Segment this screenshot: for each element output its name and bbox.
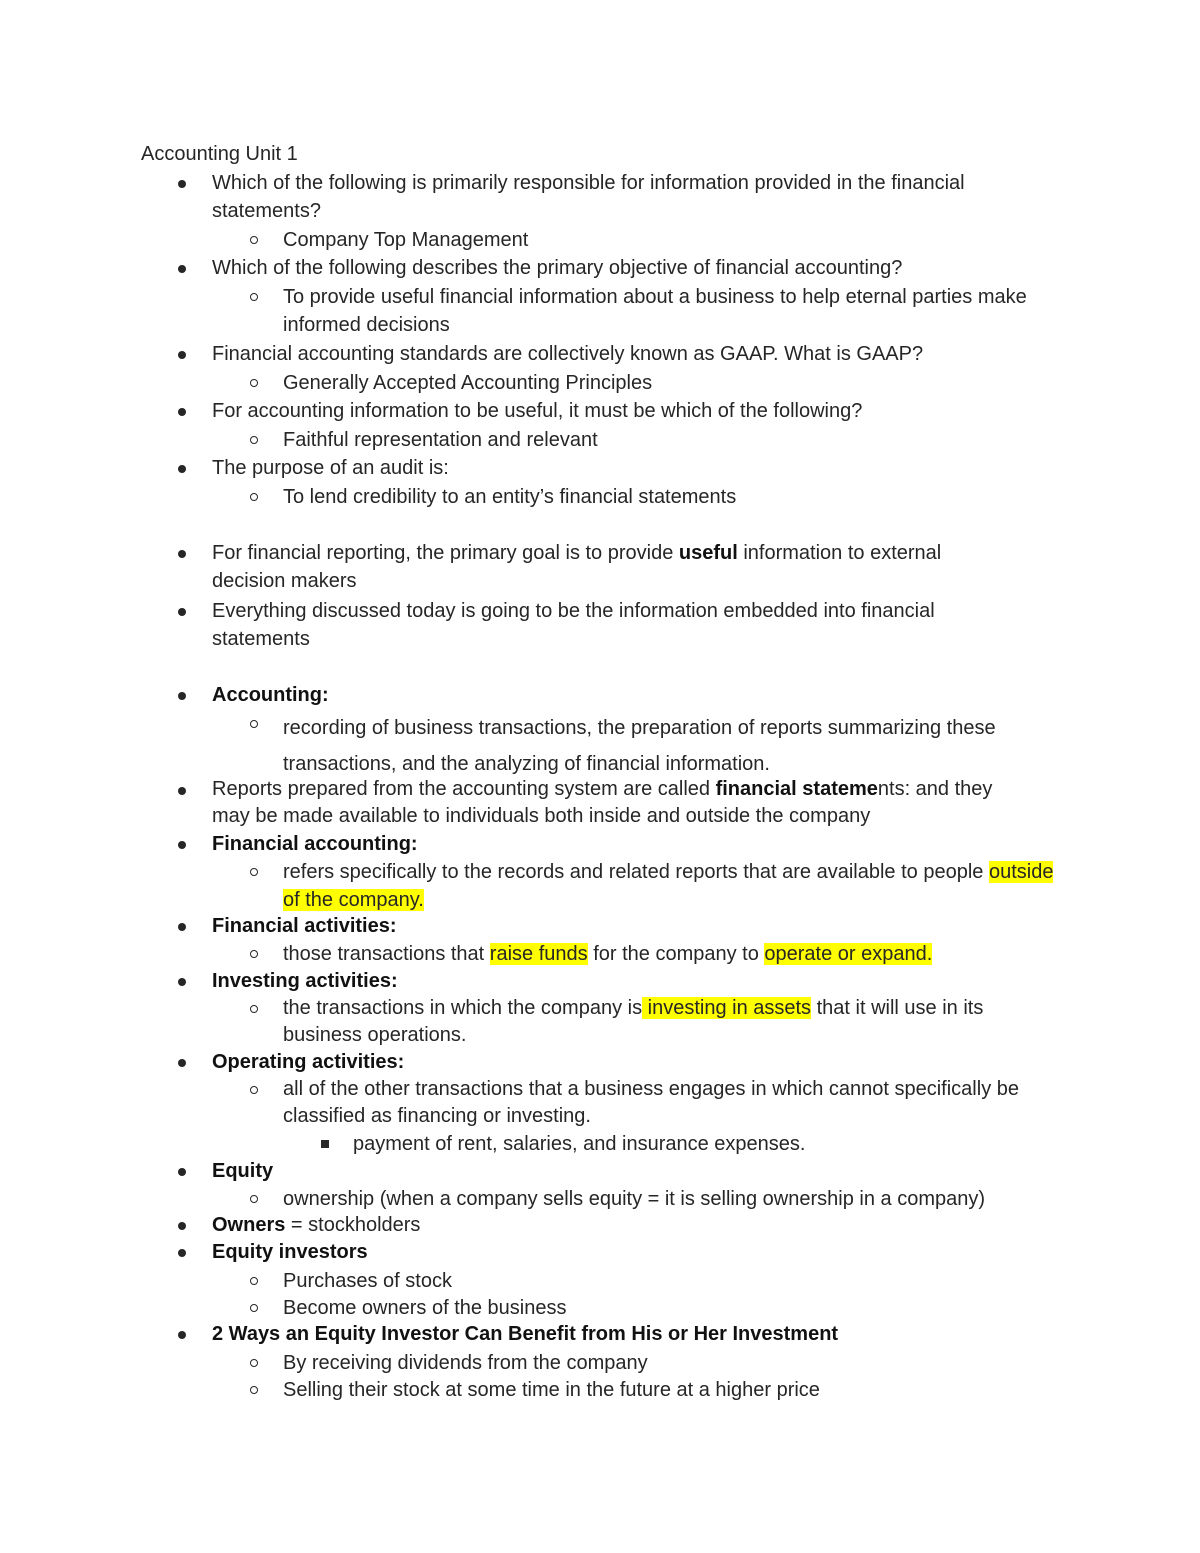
bullet-icon — [178, 692, 186, 700]
term-operating-activities: Operating activities: — [212, 1051, 405, 1073]
note-embedded: Everything discussed today is going to be the information embedded into financial statements — [212, 600, 935, 650]
note-primary-goal: For financial reporting, the primary goal is to provide useful information to external decision makers — [212, 542, 942, 592]
circle-bullet-icon — [250, 379, 258, 387]
circle-bullet-icon — [250, 720, 258, 728]
definition-operating-activities: all of the other transactions that a business engages in which cannot specifically be classified as financing or investing. — [283, 1078, 1019, 1127]
question-1: Which of the following is primarily responsible for information provided in the financial statements? — [212, 172, 965, 222]
question-5: The purpose of an audit is: — [212, 457, 449, 479]
answer-3: Generally Accepted Accounting Principles — [283, 372, 653, 394]
circle-bullet-icon — [250, 1359, 258, 1367]
term-two-ways: 2 Ways an Equity Investor Can Benefit from His or Her Investment — [212, 1323, 839, 1345]
bullet-icon — [178, 1168, 186, 1176]
definition-equity: ownership (when a company sells equity = it is selling ownership in a company) — [283, 1188, 986, 1210]
bullet-icon — [178, 787, 186, 795]
bullet-icon — [178, 351, 186, 359]
definition-financial-activities: those transactions that raise funds for the company to operate or expand. — [283, 943, 933, 965]
bullet-icon — [178, 265, 186, 273]
bullet-icon — [178, 1222, 186, 1230]
circle-bullet-icon — [250, 1086, 258, 1094]
definition-accounting: recording of business transactions, the preparation of reports summarizing these transactions, and the analyzing of financial information. — [283, 717, 996, 775]
list-item: Selling their stock at some time in the future at a higher price — [283, 1379, 820, 1401]
square-bullet-icon — [321, 1140, 329, 1148]
circle-bullet-icon — [250, 293, 258, 301]
bullet-icon — [178, 180, 186, 188]
term-accounting: Accounting: — [212, 684, 329, 706]
bullet-icon — [178, 1059, 186, 1067]
circle-bullet-icon — [250, 1005, 258, 1013]
question-4: For accounting information to be useful, it must be which of the following? — [212, 400, 863, 422]
circle-bullet-icon — [250, 1386, 258, 1394]
bullet-icon — [178, 408, 186, 416]
list-item: By receiving dividends from the company — [283, 1352, 648, 1374]
question-2: Which of the following describes the primary objective of financial accounting? — [212, 257, 903, 279]
bullet-icon — [178, 841, 186, 849]
term-investing-activities: Investing activities: — [212, 970, 398, 992]
definition-investing-activities: the transactions in which the company is investing in assets that it will use in its business operations. — [283, 997, 984, 1046]
circle-bullet-icon — [250, 236, 258, 244]
circle-bullet-icon — [250, 493, 258, 501]
answer-5: To lend credibility to an entity’s financial statements — [283, 486, 737, 508]
answer-4: Faithful representation and relevant — [283, 429, 598, 451]
term-equity-investors: Equity investors — [212, 1241, 368, 1263]
circle-bullet-icon — [250, 1195, 258, 1203]
question-3: Financial accounting standards are collectively known as GAAP. What is GAAP? — [212, 343, 924, 365]
list-item: Purchases of stock — [283, 1270, 452, 1292]
term-owners: Owners = stockholders — [212, 1214, 421, 1236]
bullet-icon — [178, 550, 186, 558]
circle-bullet-icon — [250, 1277, 258, 1285]
circle-bullet-icon — [250, 1304, 258, 1312]
bullet-icon — [178, 1331, 186, 1339]
bullet-icon — [178, 1249, 186, 1257]
list-item: Become owners of the business — [283, 1297, 567, 1319]
term-financial-activities: Financial activities: — [212, 915, 397, 937]
definition-financial-accounting: refers specifically to the records and related reports that are available to people outside of the company. — [283, 861, 1054, 911]
bullet-icon — [178, 923, 186, 931]
answer-2: To provide useful financial information about a business to help eternal parties make informed decisions — [283, 286, 1027, 336]
answer-1: Company Top Management — [283, 229, 529, 251]
term-equity: Equity — [212, 1160, 274, 1182]
bullet-icon — [178, 465, 186, 473]
bullet-icon — [178, 608, 186, 616]
circle-bullet-icon — [250, 950, 258, 958]
term-financial-accounting: Financial accounting: — [212, 833, 418, 855]
note-reports: Reports prepared from the accounting system are called financial statements: and they may be made available to individuals both inside and outside the company — [212, 778, 993, 827]
bullet-icon — [178, 978, 186, 986]
circle-bullet-icon — [250, 436, 258, 444]
document-title: Accounting Unit 1 — [141, 143, 298, 165]
example-operating-activities: payment of rent, salaries, and insurance expenses. — [353, 1133, 806, 1155]
circle-bullet-icon — [250, 868, 258, 876]
